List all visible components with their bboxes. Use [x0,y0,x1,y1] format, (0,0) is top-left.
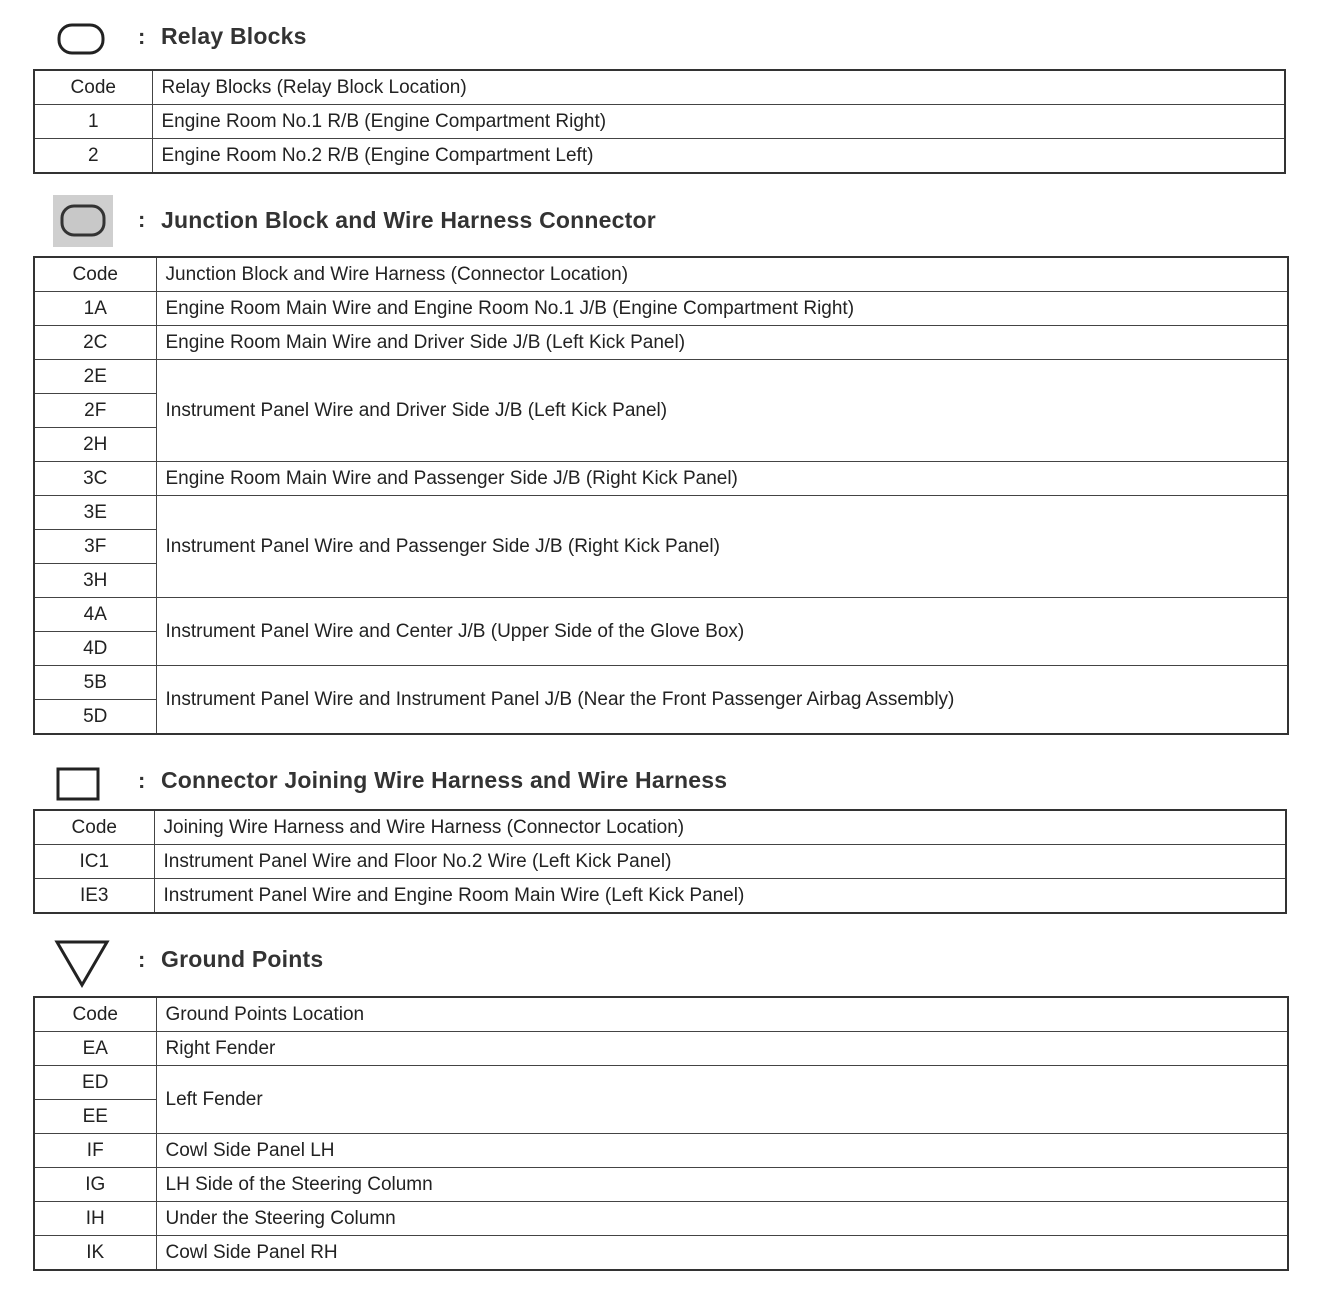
section-title: Junction Block and Wire Harness Connector [161,207,656,233]
location-cell: Under the Steering Column [156,1202,1288,1236]
table-header-row [34,257,1288,292]
table-row [34,105,1285,139]
table-row [34,1202,1288,1236]
location-cell: Cowl Side Panel LH [156,1134,1288,1168]
location-cell: Left Fender [156,1066,1288,1134]
table-row [34,1236,1288,1271]
relay-blocks-table [33,69,1286,174]
rounded-rect-icon [56,22,106,56]
junction-block-table [33,256,1289,735]
table-row [34,462,1288,496]
square-icon [56,767,102,803]
section-colon: : [138,24,146,49]
table-header-code: Code [34,810,154,845]
section-colon: : [138,207,146,232]
code-cell: IH [34,1202,156,1236]
location-cell: LH Side of the Steering Column [156,1168,1288,1202]
table-row [34,879,1286,914]
code-cell: IF [34,1134,156,1168]
section-colon: : [138,947,146,972]
table-header-location: Ground Points Location [156,997,1288,1032]
table-header-location: Joining Wire Harness and Wire Harness (Connector Location) [154,810,1286,845]
location-cell: Instrument Panel Wire and Driver Side J/B (Left Kick Panel) [156,360,1288,462]
location-cell: Instrument Panel Wire and Center J/B (Upper Side of the Glove Box) [156,598,1288,666]
table-row [34,139,1285,174]
table-row [34,598,1288,632]
table-header-location: Junction Block and Wire Harness (Connector Location) [156,257,1288,292]
table-row [34,1032,1288,1066]
code-cell: IK [34,1236,156,1271]
section-title: Connector Joining Wire Harness and Wire Harness [161,767,728,793]
table-row [34,292,1288,326]
code-cell: 3E [34,496,156,530]
code-cell: 4A [34,598,156,632]
location-cell: Cowl Side Panel RH [156,1236,1288,1271]
table-row [34,496,1288,530]
location-cell: Engine Room No.2 R/B (Engine Compartment Left) [152,139,1285,174]
table-row [34,360,1288,394]
code-cell: 3C [34,462,156,496]
code-cell: EA [34,1032,156,1066]
shaded-rounded-rect-icon [53,195,113,247]
table-header-row [34,810,1286,845]
code-cell: 1 [34,105,152,139]
code-cell: EE [34,1100,156,1134]
table-row [34,845,1286,879]
table-header-code: Code [34,70,152,105]
table-header-row [34,997,1288,1032]
code-cell: 3H [34,564,156,598]
table-header-code: Code [34,997,156,1032]
code-cell: IC1 [34,845,154,879]
code-cell: 2E [34,360,156,394]
location-cell: Engine Room Main Wire and Engine Room No.1 J/B (Engine Compartment Right) [156,292,1288,326]
table-header-code: Code [34,257,156,292]
location-cell: Engine Room Main Wire and Driver Side J/B (Left Kick Panel) [156,326,1288,360]
ground-points-table [33,996,1289,1271]
section-colon: : [138,768,146,793]
location-cell: Instrument Panel Wire and Instrument Panel J/B (Near the Front Passenger Airbag Assembly) [156,666,1288,735]
code-cell: 2C [34,326,156,360]
code-cell: 2F [34,394,156,428]
section-title: Relay Blocks [161,23,307,49]
table-row [34,1168,1288,1202]
section-title: Ground Points [161,946,324,972]
table-row [34,1134,1288,1168]
code-cell: 1A [34,292,156,326]
location-cell: Engine Room No.1 R/B (Engine Compartment Right) [152,105,1285,139]
location-cell: Engine Room Main Wire and Passenger Side J/B (Right Kick Panel) [156,462,1288,496]
location-cell: Instrument Panel Wire and Floor No.2 Wire (Left Kick Panel) [154,845,1286,879]
table-header-location: Relay Blocks (Relay Block Location) [152,70,1285,105]
down-triangle-icon [54,939,110,989]
code-cell: ED [34,1066,156,1100]
code-cell: 2 [34,139,152,174]
location-cell: Right Fender [156,1032,1288,1066]
code-cell: IG [34,1168,156,1202]
code-cell: 2H [34,428,156,462]
code-cell: 4D [34,632,156,666]
table-row [34,326,1288,360]
code-cell: IE3 [34,879,154,914]
table-header-row [34,70,1285,105]
code-cell: 5B [34,666,156,700]
table-row [34,666,1288,700]
location-cell: Instrument Panel Wire and Engine Room Main Wire (Left Kick Panel) [154,879,1286,914]
code-cell: 5D [34,700,156,735]
joining-connector-table [33,809,1287,914]
code-cell: 3F [34,530,156,564]
table-row [34,1066,1288,1100]
location-cell: Instrument Panel Wire and Passenger Side J/B (Right Kick Panel) [156,496,1288,598]
